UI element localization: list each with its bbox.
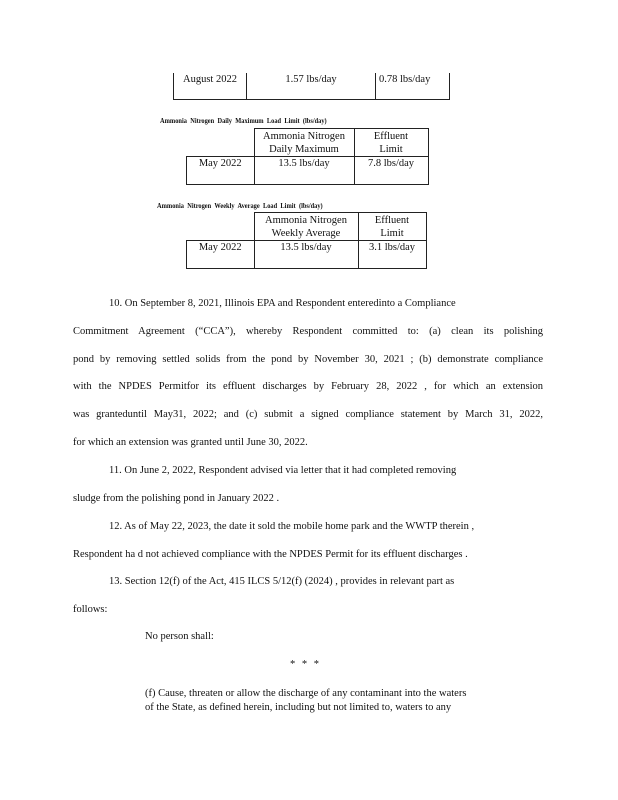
table-row <box>174 73 450 100</box>
table-cell-limit: 3.1 lbs/day <box>358 241 426 269</box>
table-header-param-line1: Ammonia Nitrogen <box>263 130 345 142</box>
table-cell-limit: 7.8 lbs/day <box>354 157 428 185</box>
table-header-limit-line1: Effluent <box>374 214 410 226</box>
paragraph-10 <box>73 290 543 457</box>
paragraph-line: 11. On June 2, 2022, Respondent advised via letter that it had completed removing <box>109 465 457 476</box>
paragraph-line: Respondent ha d not achieved compliance with the NPDES Permit for its effluent discharges . <box>73 548 468 560</box>
paragraph-line: 10. On September 8, 2021, Illinois EPA and Respondent enteredinto a Compliance <box>109 298 456 309</box>
table-cell-value: 13.5 lbs/day <box>254 241 358 269</box>
table-header-empty <box>187 213 255 241</box>
table-cell-limit: 0.78 lbs/day <box>376 73 450 100</box>
table-daily-maximum <box>186 128 429 185</box>
table-cell-value: 13.5 lbs/day <box>254 157 354 185</box>
paragraph-12 <box>73 513 543 569</box>
paragraph-line: 13. Section 12(f) of the Act, 415 ILCS 5/12(f) (2024) , provides in relevant part as <box>109 576 455 587</box>
table-row <box>187 157 429 185</box>
table-header-row <box>187 129 429 157</box>
table-header-param <box>254 129 354 157</box>
table-header-row <box>187 213 427 241</box>
table-row <box>187 241 427 269</box>
table-header-limit-line2: Limit <box>379 143 403 155</box>
table-caption-daily-max: Ammonia Nitrogen Daily Maximum Load Limit (lbs/day) <box>160 116 327 125</box>
paragraph-line: Commitment Agreement (“CCA”), whereby Respondent committed to: (a) clean its polishing <box>73 325 543 337</box>
table-header-param-line2: Daily Maximum <box>269 143 339 155</box>
table-header-param <box>254 213 358 241</box>
paragraph-line: for which an extension was granted until June 30, 2022. <box>73 436 308 448</box>
table-header-param-line1: Ammonia Nitrogen <box>265 214 347 226</box>
table-header-empty <box>187 129 255 157</box>
table-cell-date: August 2022 <box>174 73 247 100</box>
table-header-limit-line1: Effluent <box>373 130 409 142</box>
table-header-limit <box>358 213 426 241</box>
table-header-param-line2: Weekly Average <box>271 227 341 239</box>
statute-quote <box>145 687 466 714</box>
quote-line: of the State, as defined herein, including but not limited to, waters to any <box>145 701 452 713</box>
paragraph-line: with the NPDES Permitfor its effluent discharges by February 28, 2022 , for which an extension <box>73 381 543 393</box>
table-caption-weekly-avg: Ammonia Nitrogen Weekly Average Load Limit (lbs/day) <box>157 201 323 210</box>
paragraph-13 <box>73 568 543 624</box>
paragraph-line: pond by removing settled solids from the pond by November 30, 2021 ; (b) demonstrate compliance <box>73 353 543 365</box>
table-continued <box>173 73 450 100</box>
table-cell-date: May 2022 <box>187 157 255 185</box>
paragraph-line: follows: <box>73 603 108 615</box>
ellipsis-stars: * * * <box>290 659 321 670</box>
quote-line: (f) Cause, threaten or allow the discharge of any contaminant into the waters <box>145 688 467 699</box>
table-weekly-average <box>186 212 427 269</box>
table-header-limit-line2: Limit <box>380 227 404 239</box>
table-cell-value: 1.57 lbs/day <box>247 73 376 100</box>
paragraph-line: 12. As of May 22, 2023, the date it sold the mobile home park and the WWTP therein , <box>109 521 475 532</box>
statute-lead-in: No person shall: <box>145 631 214 642</box>
paragraph-line: sludge from the polishing pond in January 2022 . <box>73 492 280 504</box>
paragraph-11 <box>73 457 543 513</box>
paragraph-line: was granteduntil May31, 2022; and (c) submit a signed compliance statement by March 31, 2022, <box>73 409 543 421</box>
table-cell-date: May 2022 <box>187 241 255 269</box>
table-header-limit <box>354 129 428 157</box>
